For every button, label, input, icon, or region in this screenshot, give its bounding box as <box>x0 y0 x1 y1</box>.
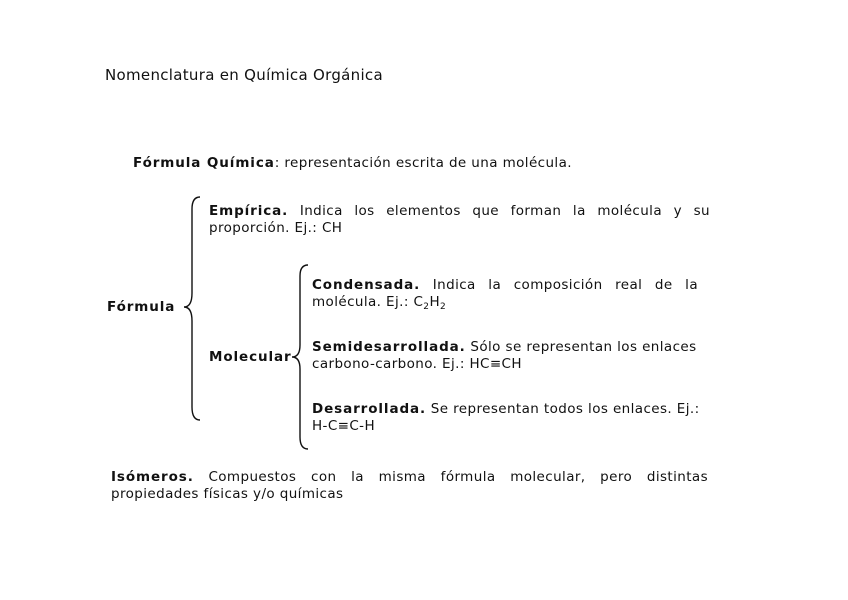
formula-quimica-text: : representación escrita de una molécula. <box>274 155 572 171</box>
desarrollada-entry <box>312 401 702 435</box>
condensada-term: Condensada. <box>312 277 421 293</box>
isomeros-entry <box>111 469 708 503</box>
desarrollada-text: Se representan todos los enlaces. Ej.: H-C≡C-H <box>312 401 700 434</box>
empirica-text: Indica los elementos que forman la molécula y su proporción. Ej.: CH <box>209 203 710 236</box>
isomeros-term: Isómeros. <box>111 469 194 485</box>
inner-brace <box>288 262 314 452</box>
molecular-label: Molecular <box>209 349 292 365</box>
condensada-entry <box>312 277 698 311</box>
formula-label: Fórmula <box>107 299 176 315</box>
condensada-formula: $C_2H_2$ <box>413 294 447 312</box>
page-title: Nomenclatura en Química Orgánica <box>105 66 383 84</box>
semidesarrollada-entry <box>312 339 702 373</box>
empirica-entry <box>209 203 710 237</box>
formula-quimica-term: Fórmula Química <box>133 155 275 171</box>
semidesarrollada-term: Semidesarrollada. <box>312 339 466 355</box>
condensada-text: Indica la composición real de la molécula. Ej.: <box>312 277 698 310</box>
desarrollada-term: Desarrollada. <box>312 401 427 417</box>
outer-brace <box>180 195 206 423</box>
semidesarrollada-text: Sólo se representan los enlaces carbono-carbono. Ej.: HC≡CH <box>312 339 697 372</box>
isomeros-text: Compuestos con la misma fórmula molecular, pero distintas propiedades físicas y/o químicas <box>111 469 708 502</box>
empirica-term: Empírica. <box>209 203 289 219</box>
formula-quimica-definition <box>133 155 572 172</box>
